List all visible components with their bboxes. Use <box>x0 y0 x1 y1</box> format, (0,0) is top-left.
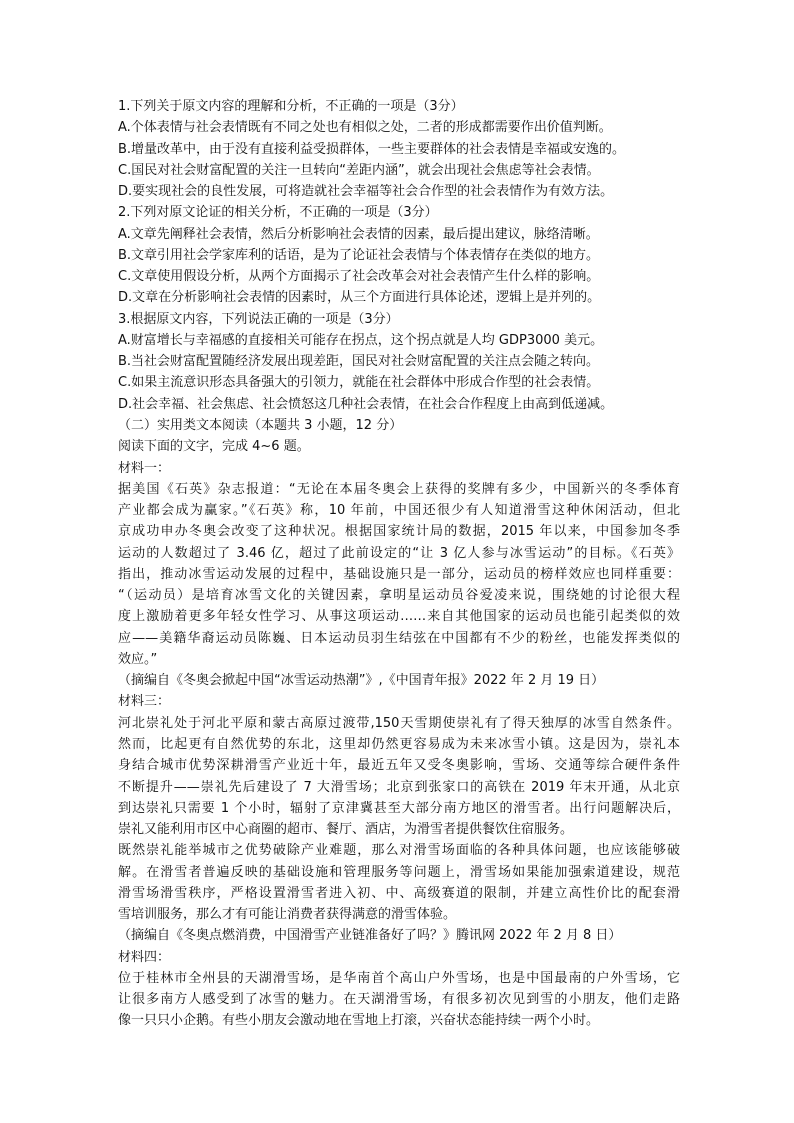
material4-line: 像一只只小企鹅。有些小朋友会激动地在雪地上打滚，兴奋状态能持续一两个小时。 <box>118 1013 600 1029</box>
material1-line: 度上激励着更多年轻女性学习、从事这项运动……来自其他国家的运动员也能引起类似的效 <box>118 609 680 625</box>
material3-line: 然而，比起更有自然优势的东北，这里却仍然更容易成为未来冰雪小镇。这是因为，崇礼本 <box>118 736 680 752</box>
material3-line: 既然崇礼能举城市之优势破除产业难题，那么对滑雪场面临的各种具体问题，也应该能够破 <box>118 843 680 859</box>
material1-line: 效应。” <box>118 651 158 667</box>
material1-line: 产业都会成为赢家。”《石英》称，10 年前，中国还很少有人知道滑雪这种休闲活动，但北 <box>118 503 680 519</box>
q1-option-c: C.国民对社会财富配置的关注一旦转向“差距内涵”，就会出现社会焦虑等社会表情。 <box>118 162 600 178</box>
q3-option-c: C.如果主流意识形态具备强大的引领力，就能在社会群体中形成合作型的社会表情。 <box>118 375 600 391</box>
material3-line: 河北崇礼处于河北平原和蒙古高原过渡带,150天雪期使崇礼有了得天独厚的冰雪自然条件。 <box>118 715 680 731</box>
q3-option-a: A.财富增长与幸福感的直接相关可能存在拐点，这个拐点就是人均 GDP3000 美元。 <box>118 332 604 348</box>
material3-line: 滑雪场滑雪秩序，严格设置滑雪者进入初、中、高级赛道的限制，并建立高性价比的配套滑 <box>118 885 680 901</box>
section2-instruction: 阅读下面的文字，完成 4~6 题。 <box>118 439 310 455</box>
q1-option-d: D.要实现社会的良性发展，可将造就社会幸福等社会合作型的社会表情作为有效方法。 <box>118 184 614 200</box>
q2-option-a: A.文章先阐释社会表情，然后分析影响社会表情的因素，最后提出建议，脉络清晰。 <box>118 226 599 242</box>
material3-line: 不断提升——崇礼先后建设了 7 大滑雪场；北京到张家口的高铁在 2019 年末开通，从北京 <box>118 779 680 795</box>
q1-option-a: A.个体表情与社会表情既有不同之处也有相似之处，二者的形成都需要作出价值判断。 <box>118 120 612 136</box>
q1-option-b: B.增量改革中，由于没有直接利益受损群体，一些主要群体的社会表情是幸福或安逸的。 <box>118 141 626 157</box>
material3-source: （摘编自《冬奥点燃消费，中国滑雪产业链准备好了吗？》腾讯网 2022 年 2 月 8 日） <box>118 928 622 944</box>
material1-source: （摘编自《冬奥会掀起中国“冰雪运动热潮”》,《中国青年报》2022 年 2 月 19 日） <box>118 673 605 689</box>
q3-option-b: B.当社会财富配置随经济发展出现差距，国民对社会财富配置的关注点会随之转向。 <box>118 354 600 370</box>
q2-stem: 2.下列对原文论证的相关分析，不正确的一项是（3分） <box>118 205 438 221</box>
material1-line: 应——美籍华裔运动员陈巍、日本运动员羽生结弦在中国都有不少的粉丝，也能发挥类似的 <box>118 630 680 646</box>
material1-title: 材料一： <box>118 460 171 476</box>
q1-stem: 1.下列关于原文内容的理解和分析，不正确的一项是（3分） <box>118 99 464 114</box>
material4-line: 让很多南方人感受到了冰雪的魅力。在天湖滑雪场，有很多初次见到雪的小朋友，他们走路 <box>118 992 680 1008</box>
material1-line: 京成功申办冬奥会改变了这种状况。根据国家统计局的数据，2015 年以来，中国参加冬季 <box>118 524 680 540</box>
q2-option-d: D.文章在分析影响社会表情的因素时，从三个方面进行具体论述，逻辑上是并列的。 <box>118 290 601 306</box>
document-page <box>118 96 680 1032</box>
q2-option-b: B.文章引用社会学家库利的话语，是为了论证社会表情与个体表情存在类似的地方。 <box>118 247 600 263</box>
material1-line: 据美国《石英》杂志报道：“无论在本届冬奥会上获得的奖牌有多少，中国新兴的冬季体育 <box>118 481 680 497</box>
q3-stem: 3.根据原文内容，下列说法正确的一项是（3分） <box>118 311 399 327</box>
material4-line: 位于桂林市全州县的天湖滑雪场，是华南首个高山户外雪场，也是中国最南的户外雪场，它 <box>118 970 680 986</box>
material1-line: 运动的人数超过了 3.46 亿，超过了此前设定的“让 3 亿人参与冰雪运动”的目标。《石英》 <box>118 545 680 561</box>
material3-line: 到达崇礼只需要 1 个小时，辐射了京津冀甚至大部分南方地区的滑雪者。出行问题解决后， <box>118 800 680 816</box>
section2-heading: （二）实用类文本阅读（本题共 3 小题，12 分） <box>118 417 403 433</box>
material3-line: 解。在滑雪者普遍反映的基础设施和管理服务等问题上，滑雪场如果能加强索道建设，规范 <box>118 864 680 880</box>
material1-line: “（运动员）是培育冰雪文化的关键因素，拿明星运动员谷爱凌来说，围绕她的讨论很大程 <box>118 588 680 604</box>
material3-line: 身结合城市优势深耕滑雪产业近十年，最近五年又受冬奥影响，雪场、交通等综合硬件条件 <box>118 758 680 774</box>
material3-line: 崇礼又能利用市区中心商圈的超市、餐厅、酒店，为滑雪者提供餐饮住宿服务。 <box>118 822 574 838</box>
q3-option-d: D.社会幸福、社会焦虑、社会愤怒这几种社会表情，在社会合作程度上由高到低递减。 <box>118 396 614 412</box>
material3-line: 雪培训服务，那么才有可能让消费者获得满意的滑雪体验。 <box>118 907 457 923</box>
material1-line: 指出，推动冰雪运动发展的过程中，基础设施只是一部分，运动员的榜样效应也同样重要： <box>118 566 680 582</box>
material3-title: 材料三： <box>118 694 171 710</box>
q2-option-c: C.文章使用假设分析，从两个方面揭示了社会改革会对社会表情产生什么样的影响。 <box>118 269 600 285</box>
material4-title: 材料四： <box>118 949 171 965</box>
